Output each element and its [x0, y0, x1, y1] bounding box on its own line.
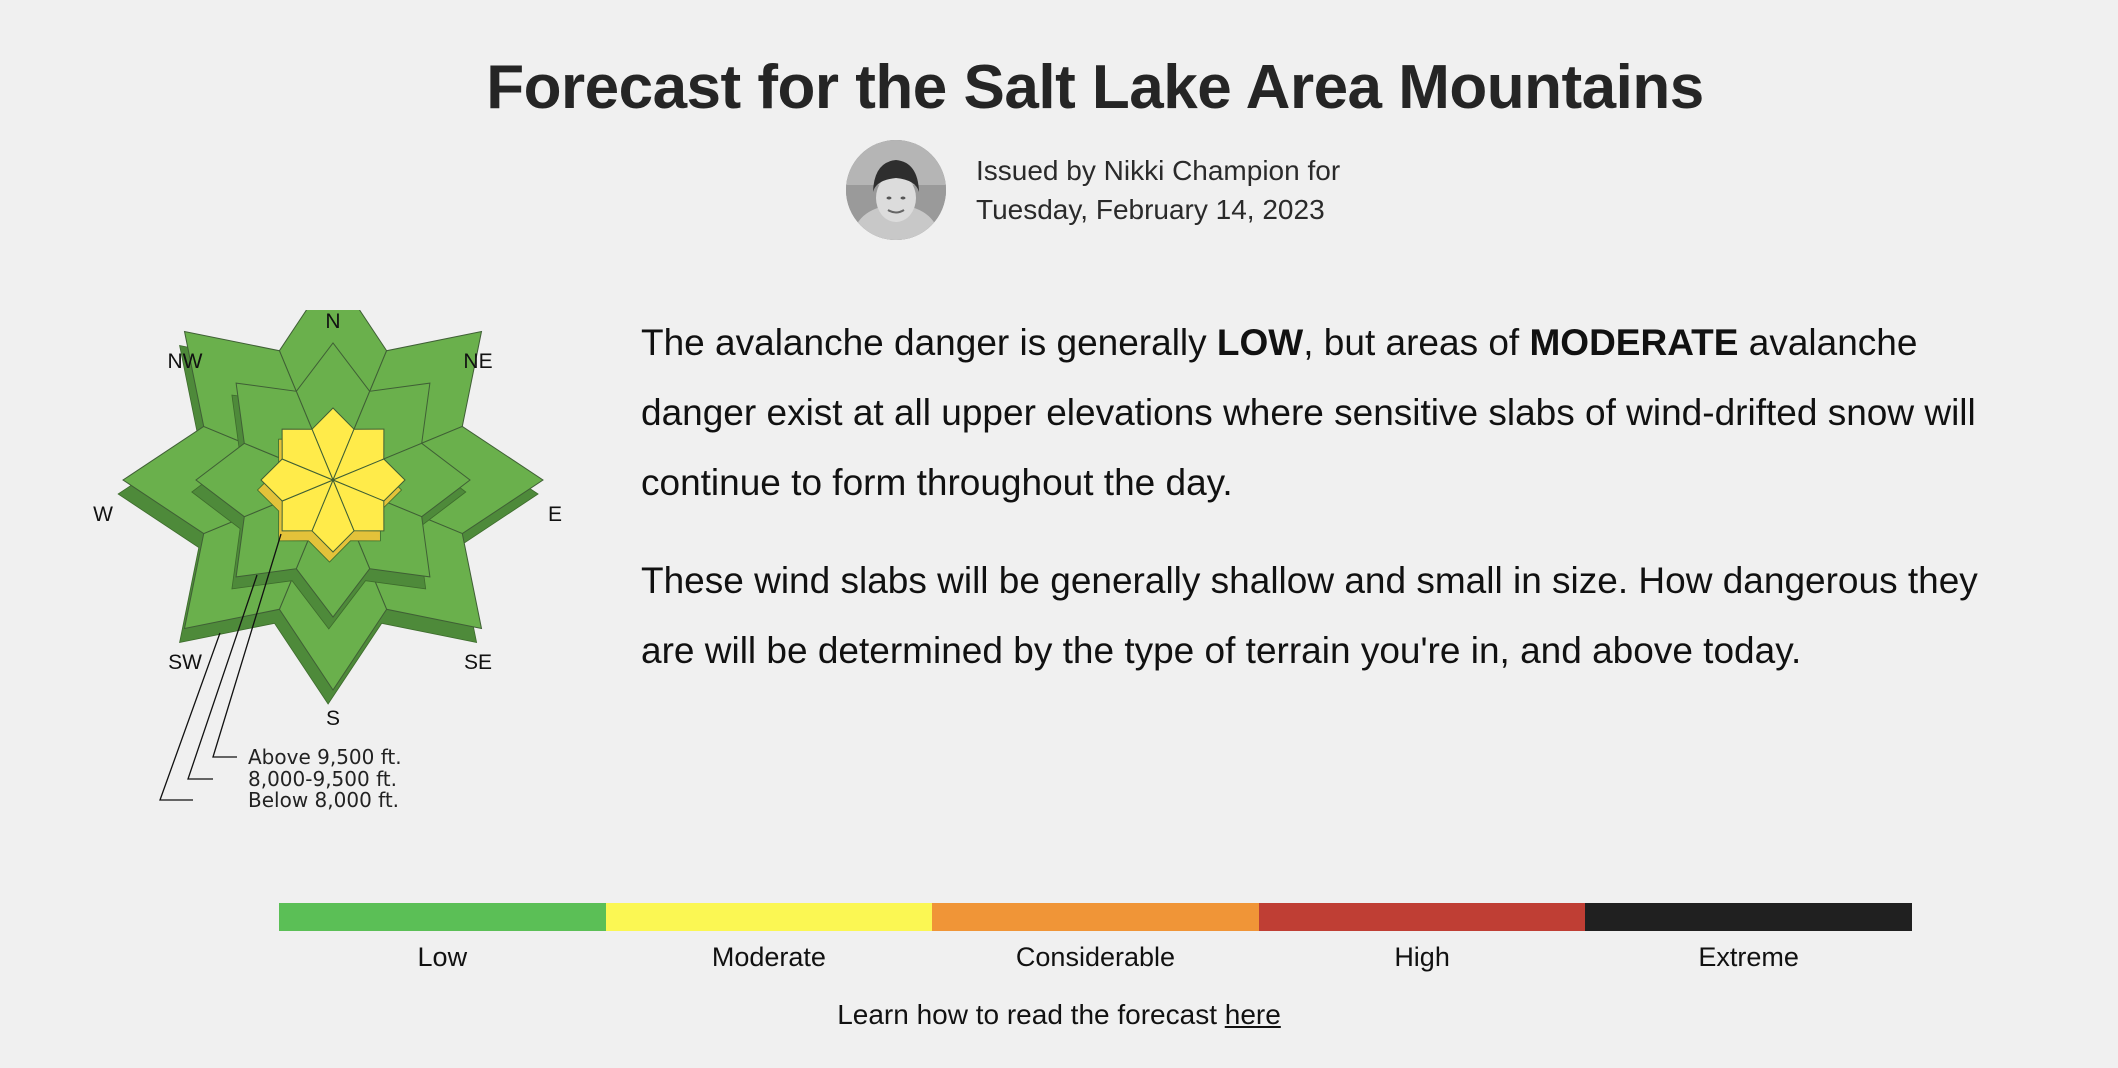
summary-paragraph-2: These wind slabs will be generally shallow and small in size. How dangerous they are will be determined by the type of terrain you're in, and above today.: [641, 560, 1978, 671]
scale-label-extreme: Extreme: [1698, 942, 1799, 972]
page-title: Forecast for the Salt Lake Area Mountains: [486, 53, 1704, 122]
direction-label-e: E: [547, 503, 563, 526]
scale-bar-extreme: [1585, 903, 1912, 931]
direction-label-se: SE: [463, 651, 493, 674]
scale-bar-low: [279, 903, 606, 931]
summary-paragraph-1: The avalanche danger is generally LOW, but areas of MODERATE avalanche danger exist at all upper elevations where sensitive slabs of wind-drifted snow will continue to form throughout the day.: [641, 322, 1976, 503]
issued-by-text: Issued by Nikki Champion for: [976, 155, 1341, 186]
scale-item-low: [279, 903, 606, 973]
direction-label-sw: SW: [168, 651, 202, 674]
danger-scale: [279, 903, 1912, 973]
forecaster-avatar: [846, 140, 946, 240]
scale-bar-considerable: [932, 903, 1259, 931]
bottom-line-summary: [641, 308, 2041, 714]
forecaster-byline: [846, 140, 1340, 240]
scale-label-moderate: Moderate: [711, 942, 826, 972]
forecast-date: Tuesday, February 14, 2023: [976, 194, 1325, 225]
band-label-mid: 8,000-9,500 ft.: [248, 767, 397, 791]
learn-text: Learn how to read the forecast: [837, 999, 1225, 1030]
learn-forecast-line: [0, 999, 2118, 1031]
danger-low-text: LOW: [1216, 322, 1304, 363]
learn-here-link[interactable]: here: [1224, 999, 1281, 1030]
scale-label-low: Low: [417, 942, 468, 972]
direction-label-w: W: [93, 503, 113, 526]
direction-label-ne: NE: [463, 350, 493, 373]
danger-rose: [80, 310, 580, 820]
direction-label-n: N: [325, 310, 341, 333]
scale-bar-moderate: [606, 903, 933, 931]
band-label-upper: Above 9,500 ft.: [248, 745, 402, 769]
scale-item-considerable: [932, 903, 1259, 973]
scale-item-extreme: [1585, 903, 1912, 973]
direction-label-nw: NW: [167, 350, 203, 373]
band-label-lower: Below 8,000 ft.: [248, 788, 400, 812]
scale-bar-high: [1259, 903, 1586, 931]
scale-label-high: High: [1394, 942, 1450, 972]
scale-item-moderate: [606, 903, 933, 973]
scale-label-considerable: Considerable: [1015, 942, 1176, 972]
direction-label-s: S: [325, 707, 341, 730]
danger-moderate-text: MODERATE: [1529, 322, 1739, 363]
scale-item-high: [1259, 903, 1586, 973]
